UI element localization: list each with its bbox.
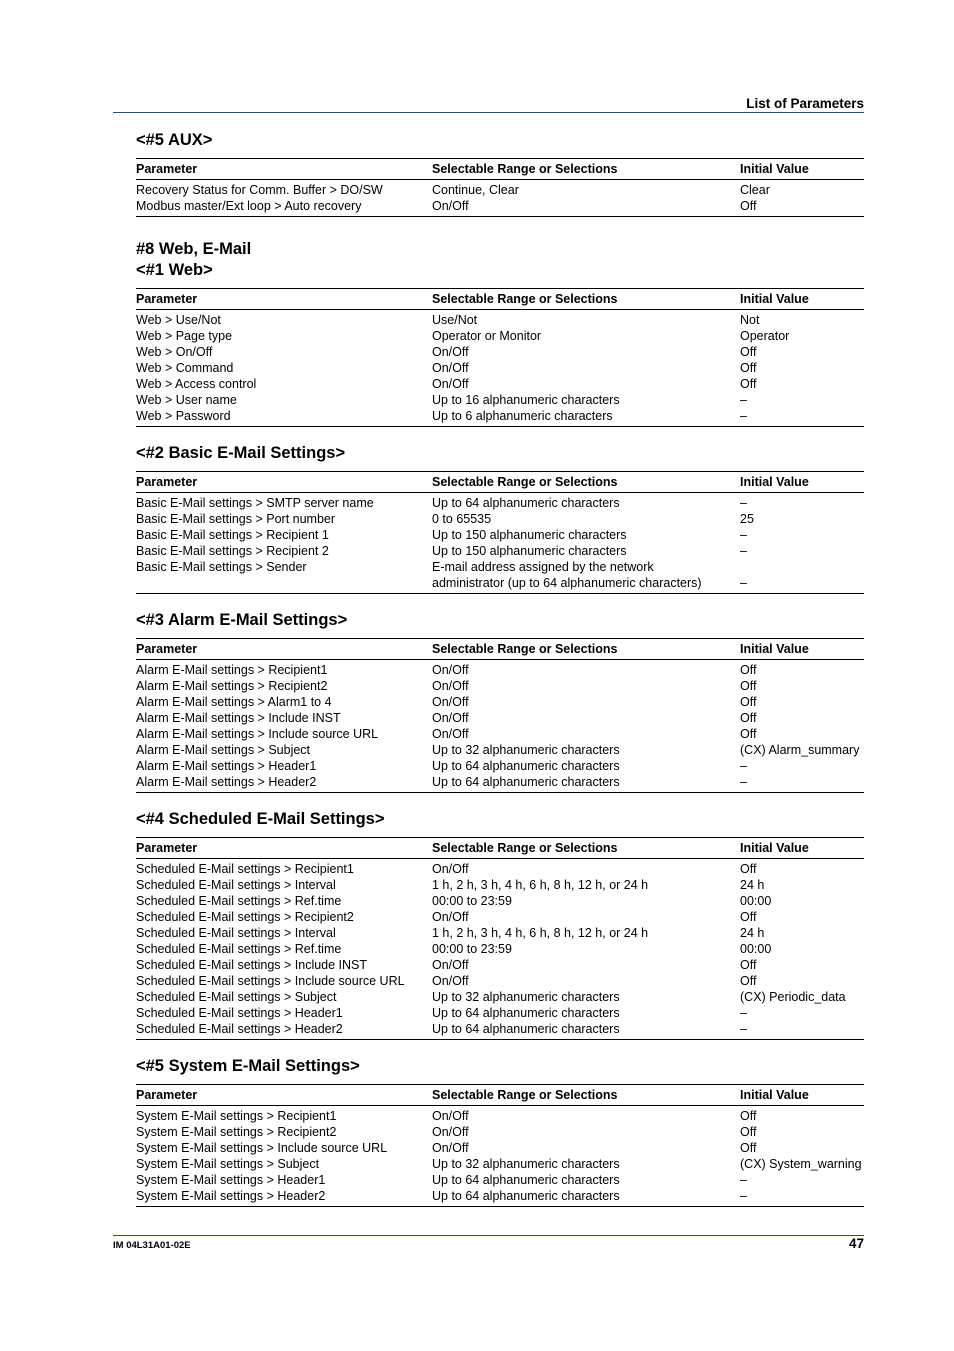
parameter-cell: Scheduled E-Mail settings > Interval bbox=[136, 926, 336, 940]
range-cell: On/Off bbox=[432, 1141, 469, 1155]
table-row bbox=[136, 543, 864, 559]
range-cell: Up to 64 alphanumeric characters bbox=[432, 775, 620, 789]
initial-value-cell: 24 h bbox=[740, 926, 765, 940]
parameter-cell: Scheduled E-Mail settings > Ref.time bbox=[136, 942, 342, 956]
range-cell: On/Off bbox=[432, 1109, 469, 1123]
parameter-cell: Alarm E-Mail settings > Recipient2 bbox=[136, 679, 328, 693]
parameter-table bbox=[136, 288, 864, 427]
column-header-range: Selectable Range or Selections bbox=[432, 838, 740, 859]
table-row bbox=[136, 344, 864, 360]
range-cell: On/Off bbox=[432, 711, 469, 725]
table-row bbox=[136, 1124, 864, 1140]
section-title: <#2 Basic E-Mail Settings> bbox=[136, 444, 346, 462]
table-row bbox=[136, 328, 864, 344]
range-cell: Up to 150 alphanumeric characters bbox=[432, 544, 627, 558]
column-header-parameter: Parameter bbox=[136, 159, 432, 180]
range-cell: administrator (up to 64 alphanumeric characters) bbox=[432, 576, 702, 590]
table-row bbox=[136, 941, 864, 957]
initial-value-cell: 24 h bbox=[740, 878, 765, 892]
range-cell: Operator or Monitor bbox=[432, 329, 542, 343]
range-cell: Up to 150 alphanumeric characters bbox=[432, 528, 627, 542]
table-row bbox=[136, 527, 864, 543]
column-header-initial-value: Initial Value bbox=[740, 159, 864, 180]
parameter-cell: Basic E-Mail settings > Recipient 2 bbox=[136, 544, 329, 558]
table-header-row bbox=[136, 838, 864, 859]
column-header-parameter: Parameter bbox=[136, 639, 432, 660]
range-cell: 1 h, 2 h, 3 h, 4 h, 6 h, 8 h, 12 h, or 24 h bbox=[432, 878, 649, 892]
range-cell: Continue, Clear bbox=[432, 183, 519, 197]
table-row bbox=[136, 575, 864, 594]
table-header-row bbox=[136, 639, 864, 660]
parameter-cell: System E-Mail settings > Header2 bbox=[136, 1189, 326, 1203]
parameter-cell: System E-Mail settings > Recipient2 bbox=[136, 1125, 337, 1139]
initial-value-cell: – bbox=[740, 544, 747, 558]
range-cell: Up to 16 alphanumeric characters bbox=[432, 393, 620, 407]
parameter-cell: Scheduled E-Mail settings > Recipient1 bbox=[136, 862, 354, 876]
initial-value-cell: – bbox=[740, 496, 747, 510]
table-row bbox=[136, 408, 864, 427]
initial-value-cell: – bbox=[740, 1173, 747, 1187]
range-cell: On/Off bbox=[432, 1125, 469, 1139]
table-row bbox=[136, 710, 864, 726]
range-cell: 00:00 to 23:59 bbox=[432, 942, 512, 956]
initial-value-cell: – bbox=[740, 1006, 747, 1020]
initial-value-cell: Off bbox=[740, 862, 757, 876]
table-header-row bbox=[136, 289, 864, 310]
range-cell: Up to 64 alphanumeric characters bbox=[432, 759, 620, 773]
table-row bbox=[136, 957, 864, 973]
parameter-cell: Modbus master/Ext loop > Auto recovery bbox=[136, 199, 362, 213]
table-header-row bbox=[136, 472, 864, 493]
initial-value-cell: 25 bbox=[740, 512, 754, 526]
parameter-cell: Alarm E-Mail settings > Recipient1 bbox=[136, 663, 328, 677]
range-cell: On/Off bbox=[432, 862, 469, 876]
table-row bbox=[136, 859, 864, 878]
section-title: <#1 Web> bbox=[136, 261, 213, 279]
initial-value-cell: Off bbox=[740, 695, 757, 709]
column-header-parameter: Parameter bbox=[136, 838, 432, 859]
initial-value-cell: (CX) System_warning bbox=[740, 1157, 862, 1171]
parameter-table bbox=[136, 837, 864, 1040]
section-title: <#5 System E-Mail Settings> bbox=[136, 1057, 360, 1075]
column-header-range: Selectable Range or Selections bbox=[432, 472, 740, 493]
table-header-row bbox=[136, 1085, 864, 1106]
parameter-cell: System E-Mail settings > Subject bbox=[136, 1157, 320, 1171]
parameter-cell: Scheduled E-Mail settings > Ref.time bbox=[136, 894, 342, 908]
column-header-parameter: Parameter bbox=[136, 289, 432, 310]
parameter-cell: Web > User name bbox=[136, 393, 237, 407]
table-row bbox=[136, 742, 864, 758]
table-row bbox=[136, 726, 864, 742]
range-cell: On/Off bbox=[432, 361, 469, 375]
parameter-cell: Web > Use/Not bbox=[136, 313, 221, 327]
section-title: <#4 Scheduled E-Mail Settings> bbox=[136, 810, 385, 828]
parameter-cell: Web > Password bbox=[136, 409, 231, 423]
table-row bbox=[136, 376, 864, 392]
table-row bbox=[136, 678, 864, 694]
column-header-parameter: Parameter bbox=[136, 1085, 432, 1106]
column-header-range: Selectable Range or Selections bbox=[432, 159, 740, 180]
initial-value-cell: – bbox=[740, 528, 747, 542]
parameter-cell: Scheduled E-Mail settings > Interval bbox=[136, 878, 336, 892]
column-header-initial-value: Initial Value bbox=[740, 289, 864, 310]
parameter-cell: Alarm E-Mail settings > Alarm1 to 4 bbox=[136, 695, 332, 709]
range-cell: Up to 6 alphanumeric characters bbox=[432, 409, 613, 423]
table-row bbox=[136, 180, 864, 199]
range-cell: On/Off bbox=[432, 199, 469, 213]
initial-value-cell bbox=[740, 559, 864, 575]
initial-value-cell: Off bbox=[740, 1125, 757, 1139]
initial-value-cell: Off bbox=[740, 361, 757, 375]
table-row bbox=[136, 774, 864, 793]
column-header-range: Selectable Range or Selections bbox=[432, 289, 740, 310]
document-id: IM 04L31A01-02E bbox=[113, 1240, 191, 1251]
range-cell: On/Off bbox=[432, 345, 469, 359]
initial-value-cell: Off bbox=[740, 711, 757, 725]
initial-value-cell: – bbox=[740, 1189, 747, 1203]
initial-value-cell: – bbox=[740, 393, 747, 407]
table-row bbox=[136, 893, 864, 909]
range-cell: Up to 64 alphanumeric characters bbox=[432, 496, 620, 510]
parameter-cell: Recovery Status for Comm. Buffer > DO/SW bbox=[136, 183, 383, 197]
range-cell: Up to 64 alphanumeric characters bbox=[432, 1006, 620, 1020]
page-number: 47 bbox=[848, 1236, 864, 1251]
initial-value-cell: Off bbox=[740, 727, 757, 741]
column-header-range: Selectable Range or Selections bbox=[432, 1085, 740, 1106]
column-header-initial-value: Initial Value bbox=[740, 639, 864, 660]
header-rule bbox=[113, 112, 864, 113]
range-cell: Up to 64 alphanumeric characters bbox=[432, 1189, 620, 1203]
table-row bbox=[136, 1005, 864, 1021]
parameter-cell: Scheduled E-Mail settings > Header1 bbox=[136, 1006, 343, 1020]
table-row bbox=[136, 511, 864, 527]
range-cell: Up to 64 alphanumeric characters bbox=[432, 1022, 620, 1036]
table-row bbox=[136, 493, 864, 512]
range-cell: E-mail address assigned by the network bbox=[432, 560, 654, 574]
column-header-initial-value: Initial Value bbox=[740, 838, 864, 859]
range-cell: Up to 32 alphanumeric characters bbox=[432, 1157, 620, 1171]
initial-value-cell: Off bbox=[740, 663, 757, 677]
parameter-cell: Alarm E-Mail settings > Include source URL bbox=[136, 727, 379, 741]
initial-value-cell: – bbox=[740, 409, 747, 423]
table-row bbox=[136, 758, 864, 774]
initial-value-cell: Off bbox=[740, 377, 757, 391]
parameter-cell: Alarm E-Mail settings > Subject bbox=[136, 743, 311, 757]
range-cell: On/Off bbox=[432, 695, 469, 709]
table-row bbox=[136, 1156, 864, 1172]
column-header-parameter: Parameter bbox=[136, 472, 432, 493]
chapter-title: #8 Web, E-Mail bbox=[136, 240, 252, 258]
parameter-cell: Scheduled E-Mail settings > Recipient2 bbox=[136, 910, 354, 924]
parameter-cell: Alarm E-Mail settings > Header2 bbox=[136, 775, 317, 789]
table-row bbox=[136, 1106, 864, 1125]
section-title: <#5 AUX> bbox=[136, 131, 213, 149]
range-cell: On/Off bbox=[432, 958, 469, 972]
initial-value-cell: Off bbox=[740, 679, 757, 693]
parameter-cell: Web > Command bbox=[136, 361, 234, 375]
parameter-cell: Scheduled E-Mail settings > Header2 bbox=[136, 1022, 343, 1036]
initial-value-cell: Clear bbox=[740, 183, 770, 197]
parameter-table bbox=[136, 471, 864, 594]
parameter-cell: Basic E-Mail settings > Recipient 1 bbox=[136, 528, 329, 542]
initial-value-cell: (CX) Periodic_data bbox=[740, 990, 846, 1004]
initial-value-cell: (CX) Alarm_summary bbox=[740, 743, 860, 757]
table-row bbox=[136, 1021, 864, 1040]
table-row bbox=[136, 660, 864, 679]
initial-value-cell: 00:00 bbox=[740, 894, 772, 908]
parameter-cell: System E-Mail settings > Header1 bbox=[136, 1173, 326, 1187]
column-header-range: Selectable Range or Selections bbox=[432, 639, 740, 660]
parameter-cell: Web > On/Off bbox=[136, 345, 213, 359]
table-row bbox=[136, 925, 864, 941]
parameter-cell: Basic E-Mail settings > Port number bbox=[136, 512, 336, 526]
table-row bbox=[136, 973, 864, 989]
table-row bbox=[136, 310, 864, 329]
section-title: <#3 Alarm E-Mail Settings> bbox=[136, 611, 348, 629]
initial-value-cell: Off bbox=[740, 199, 757, 213]
range-cell: On/Off bbox=[432, 377, 469, 391]
initial-value-cell: Off bbox=[740, 1141, 757, 1155]
parameter-table bbox=[136, 158, 864, 217]
table-row bbox=[136, 198, 864, 217]
table-header-row bbox=[136, 159, 864, 180]
parameter-cell: Scheduled E-Mail settings > Include source URL bbox=[136, 974, 405, 988]
initial-value-cell: Off bbox=[740, 974, 757, 988]
initial-value-cell: – bbox=[740, 1022, 747, 1036]
table-row bbox=[136, 1188, 864, 1207]
parameter-cell: Alarm E-Mail settings > Header1 bbox=[136, 759, 317, 773]
table-row bbox=[136, 989, 864, 1005]
parameter-cell: System E-Mail settings > Recipient1 bbox=[136, 1109, 337, 1123]
table-row bbox=[136, 909, 864, 925]
parameter-cell: Alarm E-Mail settings > Include INST bbox=[136, 711, 341, 725]
range-cell: 00:00 to 23:59 bbox=[432, 894, 512, 908]
table-row bbox=[136, 1172, 864, 1188]
range-cell: On/Off bbox=[432, 663, 469, 677]
parameter-table bbox=[136, 638, 864, 793]
table-row bbox=[136, 559, 864, 575]
initial-value-cell: Off bbox=[740, 910, 757, 924]
range-cell: Use/Not bbox=[432, 313, 478, 327]
initial-value-cell: Not bbox=[740, 313, 760, 327]
initial-value-cell: Off bbox=[740, 1109, 757, 1123]
parameter-cell: Web > Page type bbox=[136, 329, 233, 343]
column-header-initial-value: Initial Value bbox=[740, 1085, 864, 1106]
table-row bbox=[136, 360, 864, 376]
initial-value-cell: – bbox=[740, 576, 747, 590]
initial-value-cell: Off bbox=[740, 958, 757, 972]
initial-value-cell: – bbox=[740, 775, 747, 789]
range-cell: 0 to 65535 bbox=[432, 512, 492, 526]
column-header-initial-value: Initial Value bbox=[740, 472, 864, 493]
parameter-cell: Basic E-Mail settings > SMTP server name bbox=[136, 496, 374, 510]
initial-value-cell: 00:00 bbox=[740, 942, 772, 956]
range-cell: On/Off bbox=[432, 727, 469, 741]
parameter-table bbox=[136, 1084, 864, 1207]
parameter-cell: Scheduled E-Mail settings > Subject bbox=[136, 990, 337, 1004]
range-cell: On/Off bbox=[432, 974, 469, 988]
initial-value-cell: – bbox=[740, 759, 747, 773]
table-row bbox=[136, 877, 864, 893]
range-cell: On/Off bbox=[432, 679, 469, 693]
parameter-cell bbox=[136, 575, 432, 594]
range-cell: Up to 32 alphanumeric characters bbox=[432, 990, 620, 1004]
range-cell: Up to 64 alphanumeric characters bbox=[432, 1173, 620, 1187]
initial-value-cell: Off bbox=[740, 345, 757, 359]
table-row bbox=[136, 694, 864, 710]
running-head: List of Parameters bbox=[746, 96, 864, 111]
initial-value-cell: Operator bbox=[740, 329, 790, 343]
footer-rule bbox=[113, 1235, 864, 1236]
range-cell: 1 h, 2 h, 3 h, 4 h, 6 h, 8 h, 12 h, or 24 h bbox=[432, 926, 649, 940]
parameter-cell: System E-Mail settings > Include source URL bbox=[136, 1141, 388, 1155]
parameter-cell: Basic E-Mail settings > Sender bbox=[136, 560, 307, 574]
table-row bbox=[136, 392, 864, 408]
parameter-cell: Scheduled E-Mail settings > Include INST bbox=[136, 958, 368, 972]
range-cell: On/Off bbox=[432, 910, 469, 924]
parameter-cell: Web > Access control bbox=[136, 377, 257, 391]
table-row bbox=[136, 1140, 864, 1156]
range-cell: Up to 32 alphanumeric characters bbox=[432, 743, 620, 757]
page-content bbox=[136, 130, 864, 1207]
